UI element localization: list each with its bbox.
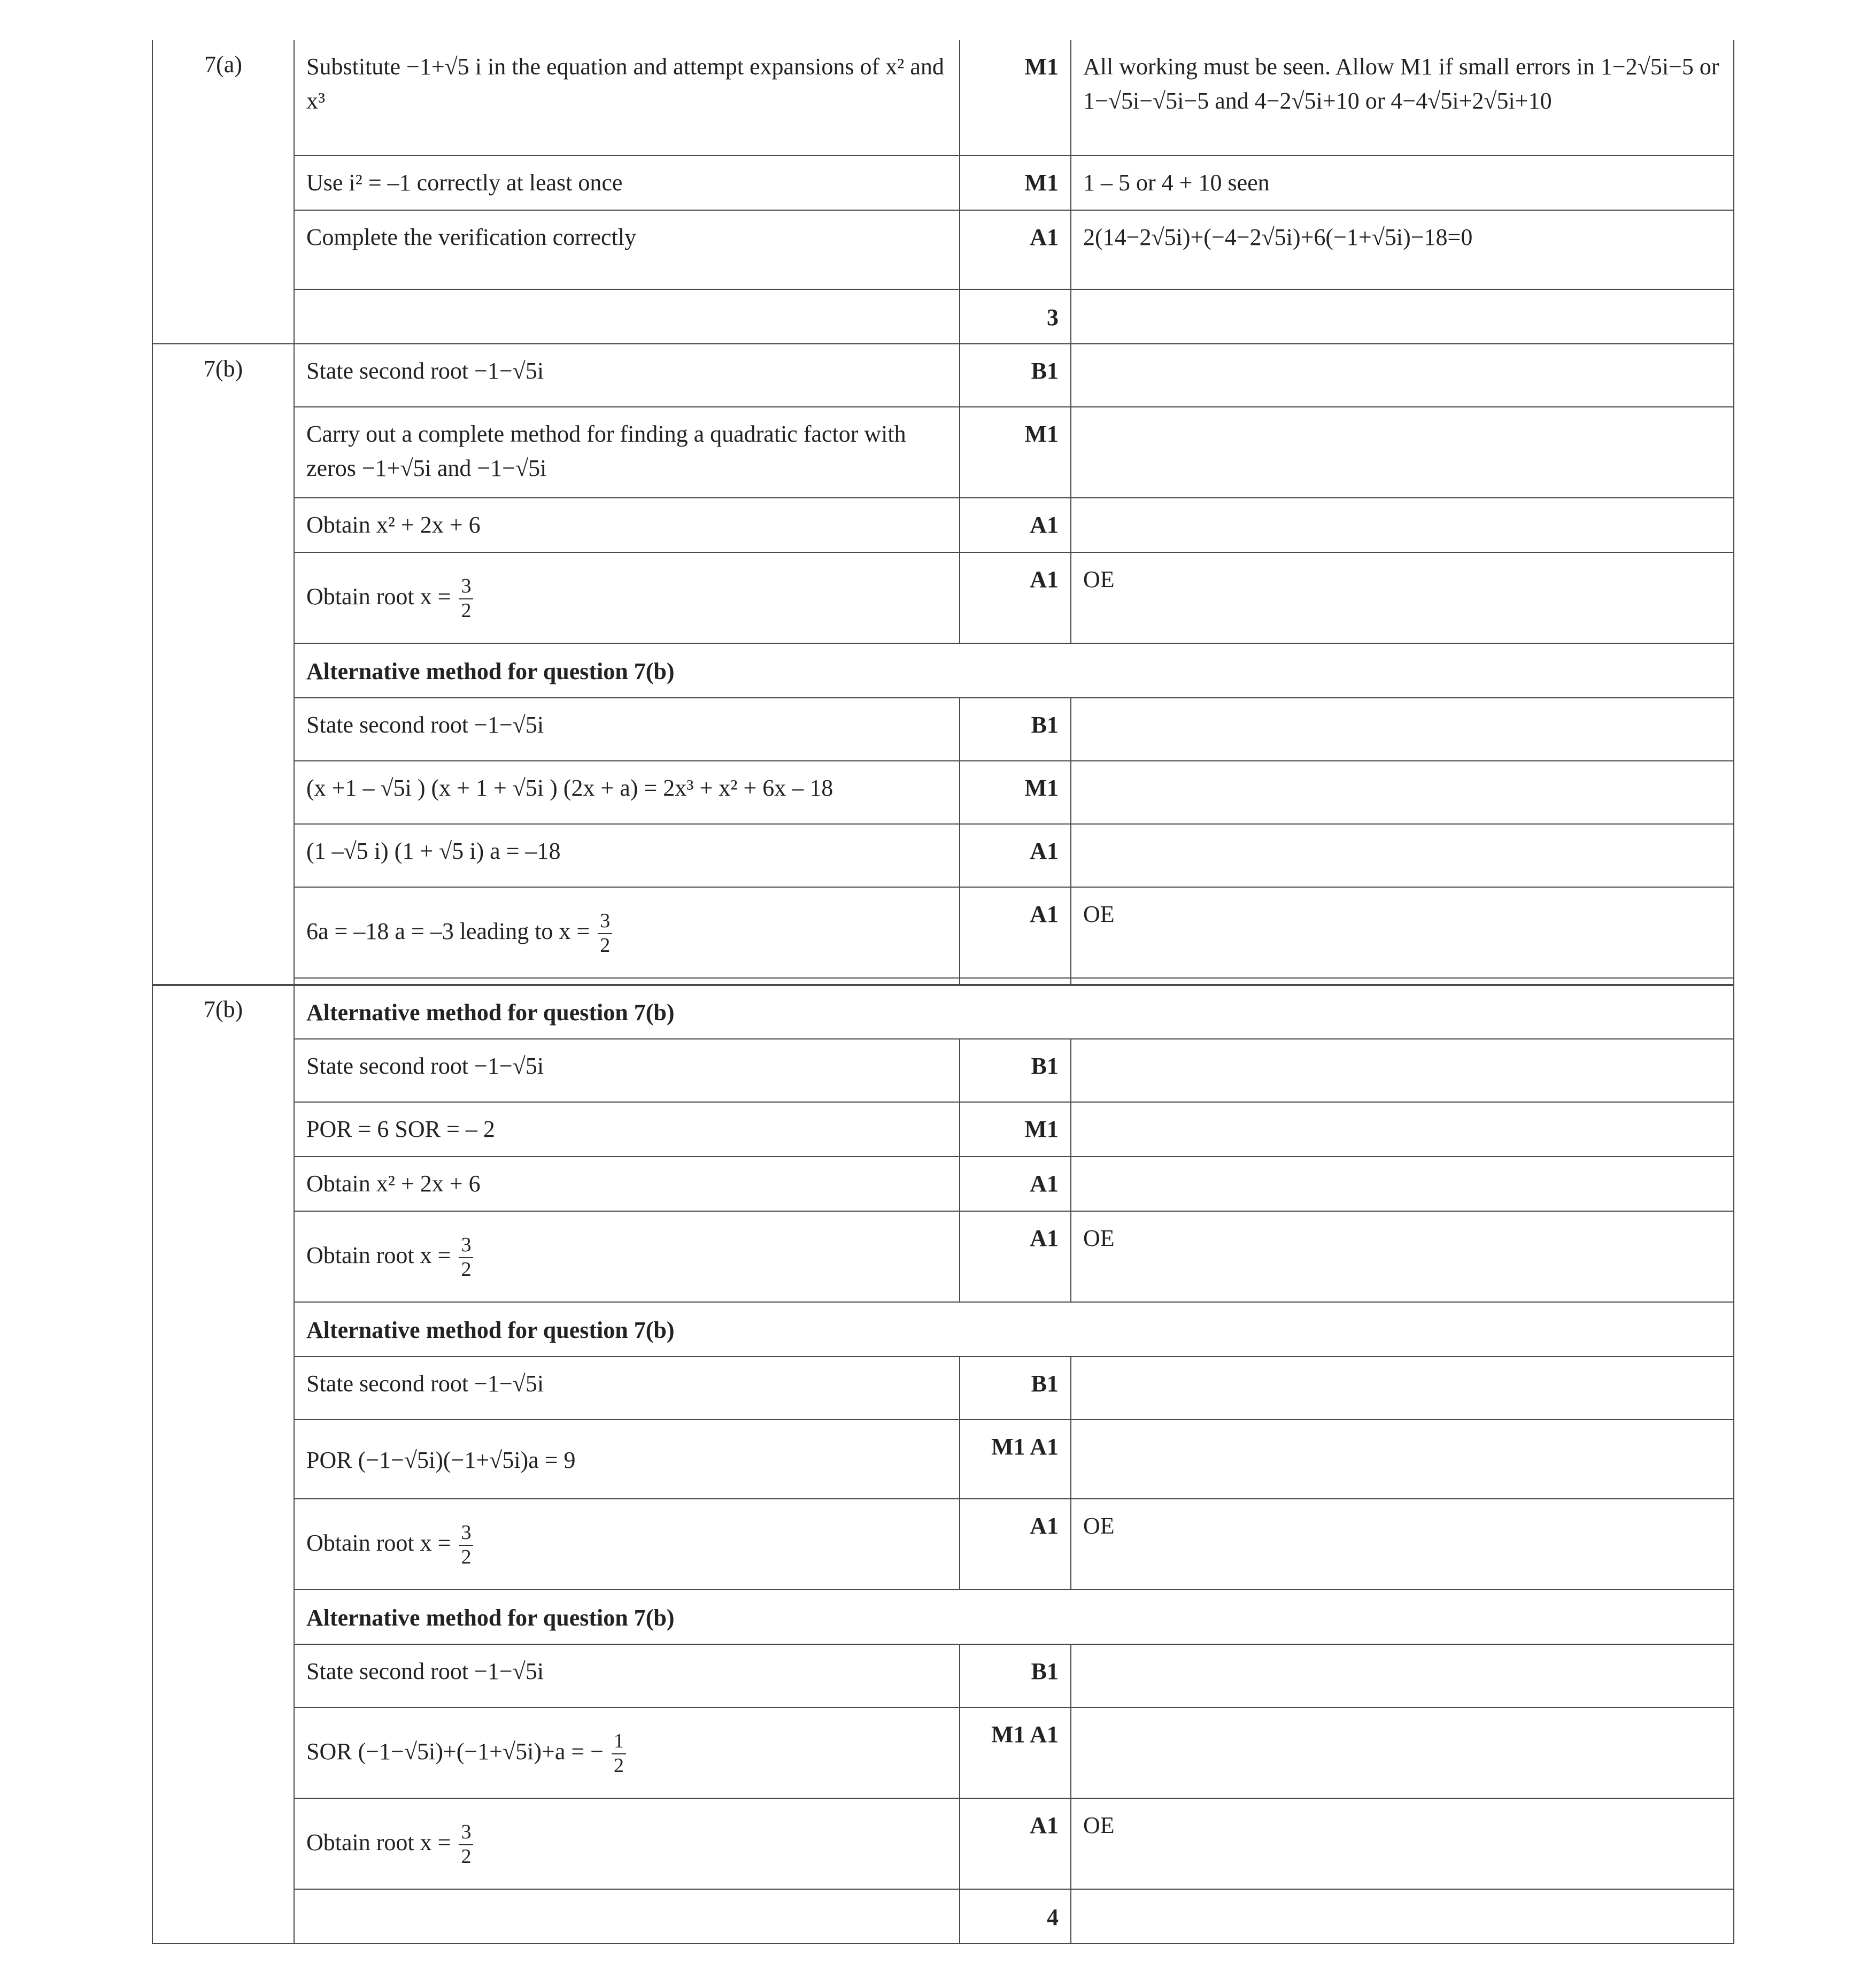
fraction: $\frac{3}{2}$ — [459, 1821, 473, 1868]
mark-cell: B1 — [960, 344, 1071, 407]
answer-text: Obtain root x = — [306, 1242, 451, 1269]
mark-cell: M1 — [960, 1102, 1071, 1157]
guidance-cell — [1071, 761, 1734, 824]
mark-cell: A1 — [960, 498, 1071, 552]
mark-cell: A1 — [960, 1798, 1071, 1889]
mark-cell: A1 — [960, 1211, 1071, 1302]
fraction: $\frac{3}{2}$ — [459, 575, 473, 622]
question-number: 7(b) — [152, 984, 294, 1944]
guidance-cell: OE — [1071, 1798, 1734, 1889]
guidance-cell: 2(14−2√5i)+(−4−2√5i)+6(−1+√5i)−18=0 — [1071, 210, 1734, 289]
alt-method-heading: Alternative method for question 7(b) — [294, 1302, 1734, 1357]
answer-text: Obtain root x = — [306, 1530, 451, 1557]
answer-cell: State second root −1−√5i — [294, 698, 960, 761]
answer-cell — [294, 1211, 960, 1302]
answer-cell: State second root −1−√5i — [294, 344, 960, 407]
guidance-cell: 1 – 5 or 4 + 10 seen — [1071, 156, 1734, 210]
answer-cell: Complete the verification correctly — [294, 210, 960, 289]
fraction: $\frac{3}{2}$ — [459, 1521, 473, 1569]
answer-cell: State second root −1−√5i — [294, 1039, 960, 1102]
fraction: $\frac{3}{2}$ — [598, 910, 612, 957]
answer-cell — [294, 1707, 960, 1798]
answer-text: Obtain root x = — [306, 583, 451, 610]
guidance-cell: OE — [1071, 552, 1734, 643]
guidance-cell — [1071, 824, 1734, 887]
mark-cell: A1 — [960, 824, 1071, 887]
guidance-cell — [1071, 698, 1734, 761]
table-row — [0, 40, 1876, 156]
question-number: 7(b) — [152, 344, 294, 985]
guidance-cell — [1071, 1102, 1734, 1157]
alt-method-heading: Alternative method for question 7(b) — [294, 984, 1734, 1039]
answer-cell: Substitute −1+√5 i in the equation and attempt expansions of x² and x³ — [294, 40, 960, 156]
answer-cell: POR = 6 SOR = – 2 — [294, 1102, 960, 1157]
answer-cell: Obtain x² + 2x + 6 — [294, 498, 960, 552]
total-marks: 3 — [960, 289, 1071, 344]
answer-cell: (x +1 – √5i ) (x + 1 + √5i ) (2x + a) = 2x³ + x² + 6x – 18 — [294, 761, 960, 824]
answer-cell: Carry out a complete method for finding a quadratic factor with zeros −1+√5i and −1−√5i — [294, 407, 960, 498]
answer-cell — [294, 552, 960, 643]
answer-cell — [294, 1499, 960, 1590]
mark-cell: M1 A1 — [960, 1420, 1071, 1499]
answer-text: SOR (−1−√5i)+(−1+√5i)+a = − — [306, 1738, 604, 1765]
fraction: $\frac{3}{2}$ — [459, 1234, 473, 1281]
guidance-cell — [1071, 1644, 1734, 1707]
guidance-cell: OE — [1071, 1499, 1734, 1590]
mark-cell: B1 — [960, 698, 1071, 761]
table-row-alt-heading — [0, 984, 1876, 1039]
mark-cell: M1 A1 — [960, 1707, 1071, 1798]
answer-text: Obtain root x = — [306, 1829, 451, 1856]
guidance-cell — [1071, 1357, 1734, 1420]
mark-cell: B1 — [960, 1644, 1071, 1707]
mark-cell: M1 — [960, 407, 1071, 498]
fraction: $\frac{1}{2}$ — [612, 1730, 626, 1777]
question-number: 7(a) — [152, 40, 294, 344]
mark-cell: M1 — [960, 761, 1071, 824]
guidance-cell — [1071, 1157, 1734, 1211]
mark-scheme-table-lower — [0, 984, 1876, 1944]
mark-cell: B1 — [960, 1039, 1071, 1102]
mark-cell: A1 — [960, 887, 1071, 978]
guidance-cell: OE — [1071, 887, 1734, 978]
alt-method-heading: Alternative method for question 7(b) — [294, 643, 1734, 698]
guidance-cell: All working must be seen. Allow M1 if small errors in 1−2√5i−5 or 1−√5i−√5i−5 and 4−2√5i+10 or 4−4√5i+2√5i+10 — [1071, 40, 1734, 156]
mark-cell: M1 — [960, 156, 1071, 210]
guidance-cell — [1071, 407, 1734, 498]
mark-cell: A1 — [960, 1499, 1071, 1590]
mark-cell: A1 — [960, 210, 1071, 289]
mark-cell: M1 — [960, 40, 1071, 156]
alt-method-heading: Alternative method for question 7(b) — [294, 1590, 1734, 1644]
answer-cell: (1 –√5 i) (1 + √5 i) a = –18 — [294, 824, 960, 887]
answer-cell: Use i² = –1 correctly at least once — [294, 156, 960, 210]
answer-cell: POR (−1−√5i)(−1+√5i)a = 9 — [294, 1420, 960, 1499]
guidance-cell — [1071, 1420, 1734, 1499]
guidance-cell — [1071, 1039, 1734, 1102]
guidance-cell — [1071, 344, 1734, 407]
answer-cell — [294, 1798, 960, 1889]
total-marks: 4 — [960, 1889, 1071, 1944]
answer-cell: State second root −1−√5i — [294, 1644, 960, 1707]
guidance-cell — [1071, 1707, 1734, 1798]
answer-cell: Obtain x² + 2x + 6 — [294, 1157, 960, 1211]
answer-cell: State second root −1−√5i — [294, 1357, 960, 1420]
table-row — [0, 344, 1876, 407]
guidance-cell: OE — [1071, 1211, 1734, 1302]
mark-scheme-table-upper — [0, 40, 1876, 986]
answer-text: 6a = –18 a = –3 leading to x = — [306, 918, 590, 945]
guidance-cell — [1071, 498, 1734, 552]
mark-cell: A1 — [960, 1157, 1071, 1211]
mark-cell: A1 — [960, 552, 1071, 643]
mark-cell: B1 — [960, 1357, 1071, 1420]
answer-cell — [294, 887, 960, 978]
